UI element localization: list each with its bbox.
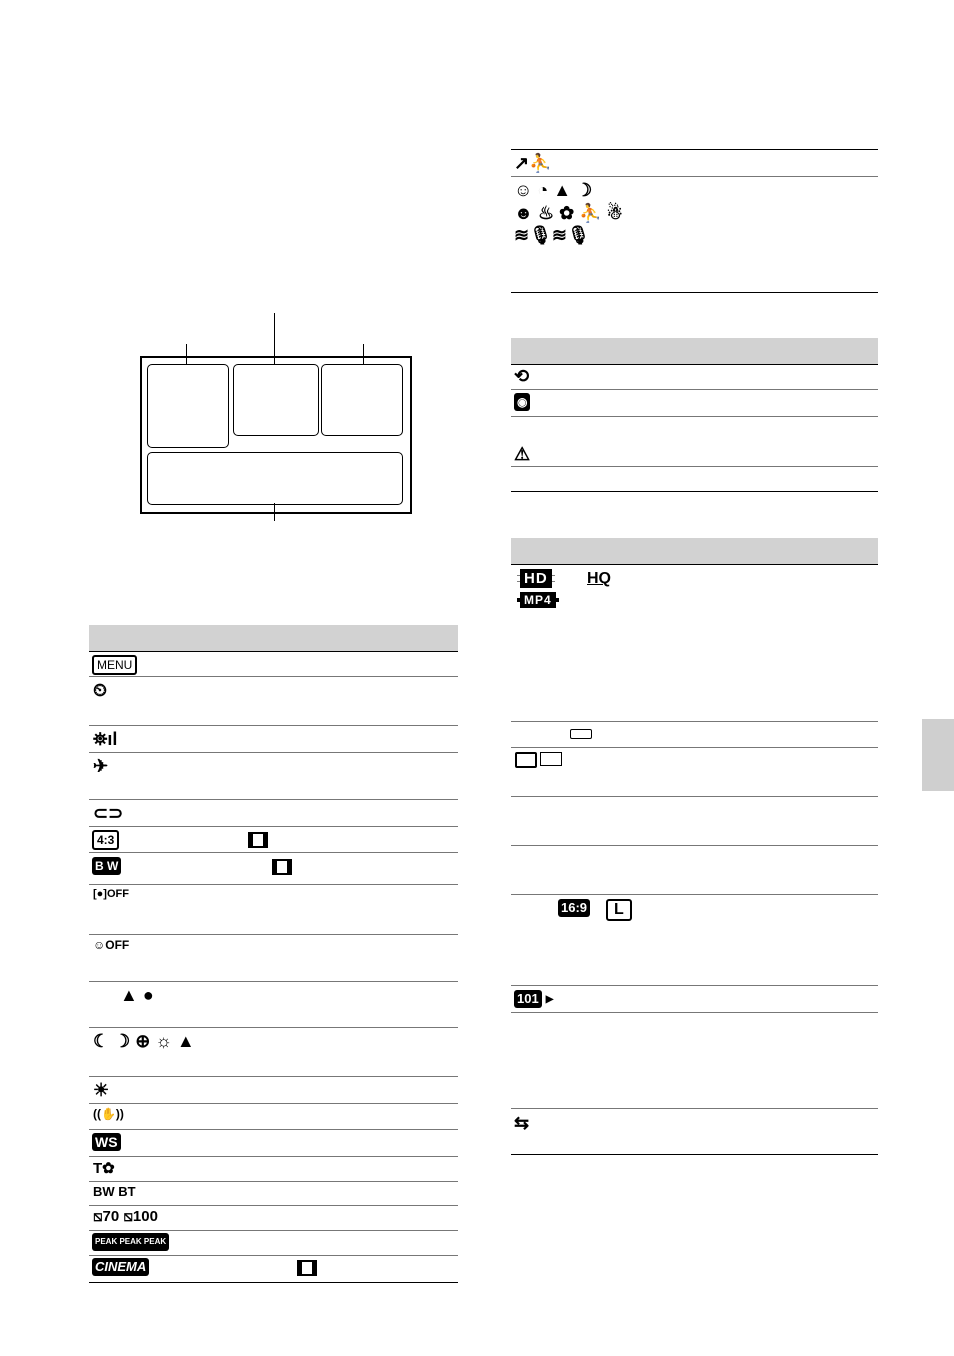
aspect-43-icon: 4:3 — [92, 830, 119, 850]
image-size-icon: L — [606, 899, 632, 921]
warning-icon: ⚠ — [514, 444, 531, 464]
folder-icon: 101 ▶ — [514, 990, 553, 1008]
area-bottom — [147, 452, 403, 505]
face-scene-icon: ☻ ♨ ✿ ⛹ ☃ — [514, 203, 623, 223]
movie-icon — [297, 1260, 317, 1276]
face-detection-off-icon: [●]OFF — [93, 888, 129, 900]
scene-selection-icon: ☾ ☽ ⊕ ☼ ▲ — [93, 1031, 195, 1051]
wind-noise-icon: WS — [92, 1133, 121, 1151]
self-timer-icon: ⏲ — [93, 680, 108, 700]
memory-icon — [515, 752, 537, 768]
leader-line-upper-right — [363, 344, 364, 364]
ir-icon: ⊂⊃ — [93, 803, 124, 823]
conversion-lens-icon: B W — [92, 857, 121, 875]
area-upper-right — [321, 364, 403, 436]
steadyshot-off-icon: ((✋)) — [93, 1107, 124, 1121]
left-table-header — [89, 625, 458, 651]
area-upper-left — [147, 364, 229, 448]
leader-line-upper-left — [186, 344, 187, 364]
smile-shutter-off-icon: ☺OFF — [93, 938, 130, 952]
leader-line-upper-center — [274, 313, 275, 364]
hq-icon: HQ — [587, 570, 611, 587]
intelligent-auto-icon: ↗⛹ — [514, 153, 552, 173]
loop-icon: ⟲ — [514, 366, 530, 386]
aspect-169-icon: 16:9 — [558, 899, 590, 917]
movie-icon — [272, 859, 292, 875]
scene-mountain-portrait-icon: ▲ ● — [120, 985, 154, 1005]
tele-macro-icon: T✿ — [93, 1160, 115, 1177]
eye-icon: ◉ — [514, 393, 530, 411]
card-icon — [540, 752, 562, 766]
battery-icon — [570, 729, 592, 739]
zoom-mic-icon: BW BT — [93, 1184, 136, 1199]
mp4-icon: MP4 — [517, 592, 559, 608]
area-upper-center — [233, 364, 319, 436]
airplane-mode-icon: ✈ — [93, 756, 109, 776]
peaking-icon: PEAK PEAK PEAK — [92, 1233, 169, 1251]
right-table-2-header — [511, 338, 878, 364]
movie-icon — [248, 832, 268, 848]
hd-icon: HD — [517, 569, 555, 588]
zebra-icon: ⧅70 ⧅100 — [93, 1208, 158, 1225]
chapter-tab — [922, 719, 954, 791]
right-table-3-header — [511, 538, 878, 564]
cinema-icon: CINEMA — [92, 1258, 149, 1276]
menu-icon: MENU — [92, 655, 137, 675]
white-balance-icon: ☀ — [93, 1080, 110, 1100]
gps-icon: ⛯ıl — [93, 729, 118, 749]
leader-line-bottom — [274, 503, 275, 521]
scene-detection-icon: ☺ ◔ ▲ ☽ — [514, 180, 593, 200]
audio-scene-icon: ≋🎙≋🎙 — [514, 225, 590, 245]
usb-icon: ⇆ — [514, 1113, 530, 1133]
